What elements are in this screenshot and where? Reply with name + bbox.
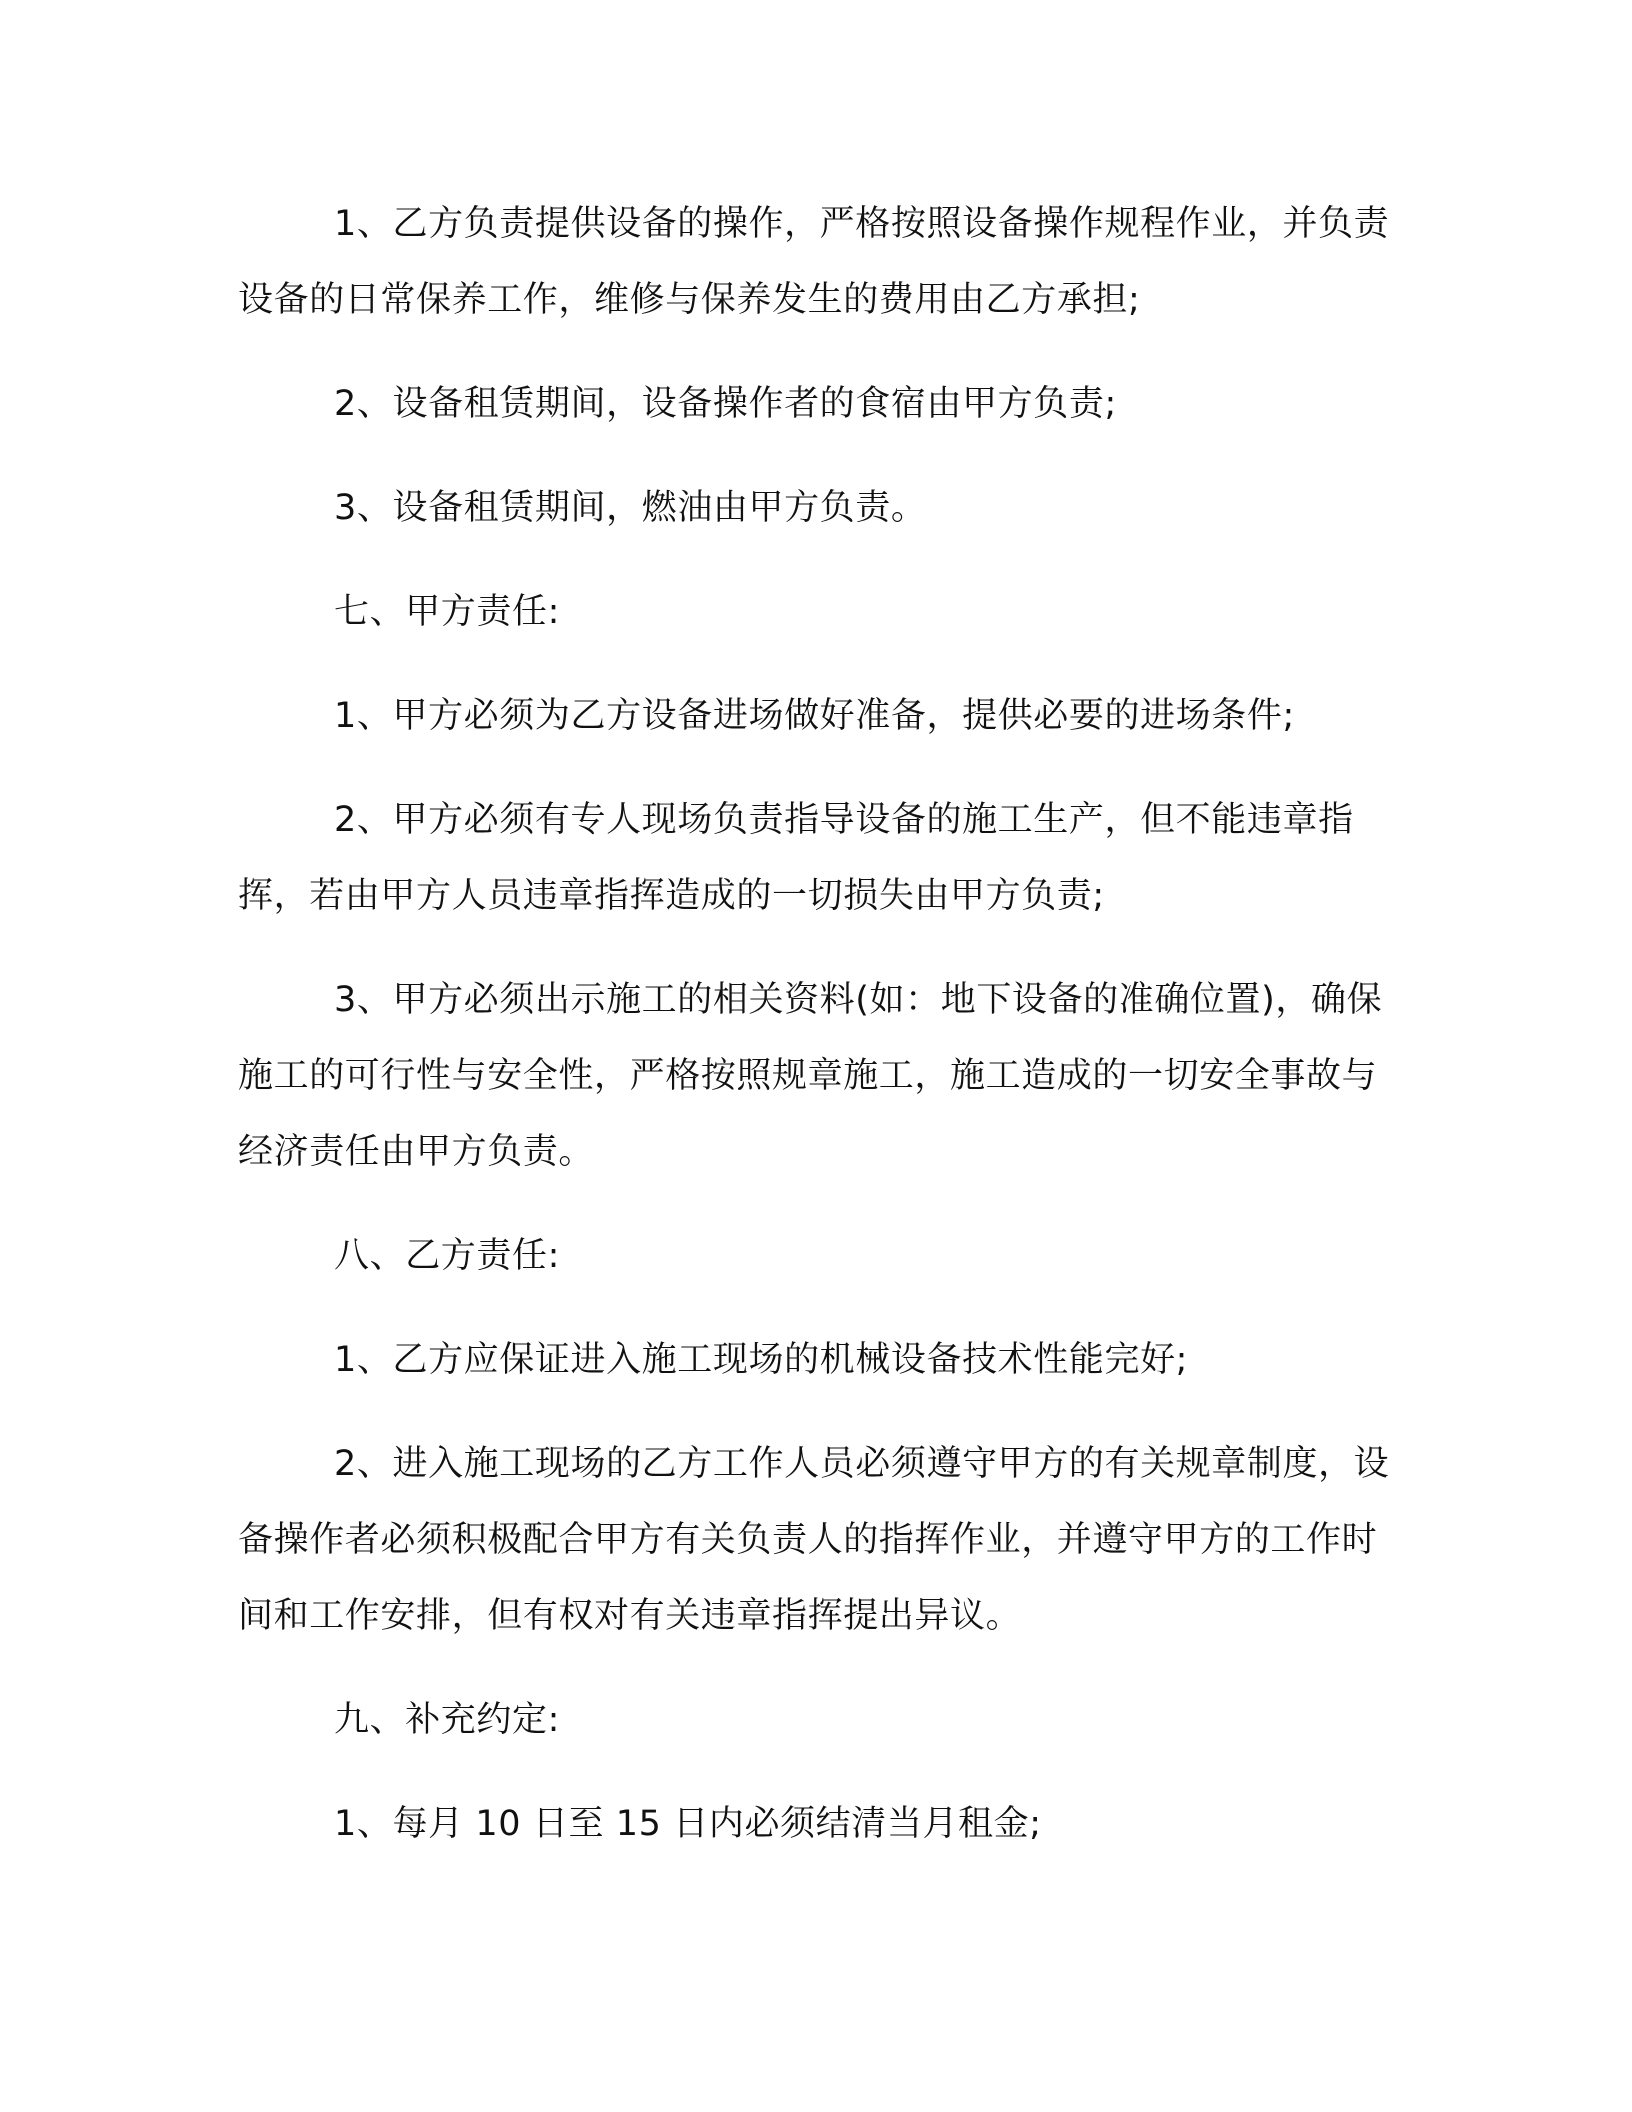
document-body bbox=[238, 186, 1398, 1862]
paragraph-b-responsibility-1: 1、乙方应保证进入施工现场的机械设备技术性能完好; bbox=[334, 1340, 1189, 1380]
section-heading-7: 七、甲方责任: bbox=[334, 592, 560, 632]
section-heading-9: 九、补充约定: bbox=[334, 1700, 560, 1740]
paragraph-a-3: 3、甲方必须出示施工的相关资料(如：地下设备的准确位置)，确保施工的可行性与安全性，严格按照规章施工，施工造成的一切安全事故与经济责任由甲方负责。 bbox=[238, 980, 1383, 1172]
paragraph-a-2: 2、甲方必须有专人现场负责指导设备的施工生产，但不能违章指挥，若由甲方人员违章指挥造成的一切损失由甲方负责; bbox=[238, 800, 1354, 916]
paragraph-b-1: 1、乙方负责提供设备的操作，严格按照设备操作规程作业，并负责设备的日常保养工作，维修与保养发生的费用由乙方承担; bbox=[238, 204, 1390, 320]
paragraph-b-2: 2、设备租赁期间，设备操作者的食宿由甲方负责; bbox=[334, 384, 1117, 424]
paragraph-supplement-1: 1、每月 10 日至 15 日内必须结清当月租金; bbox=[334, 1804, 1042, 1844]
paragraph-b-3: 3、设备租赁期间，燃油由甲方负责。 bbox=[334, 488, 927, 528]
paragraph-b-responsibility-2: 2、进入施工现场的乙方工作人员必须遵守甲方的有关规章制度，设备操作者必须积极配合甲方有关负责人的指挥作业，并遵守甲方的工作时间和工作安排，但有权对有关违章指挥提出异议。 bbox=[238, 1444, 1390, 1636]
section-heading-8: 八、乙方责任: bbox=[334, 1236, 560, 1276]
paragraph-a-1: 1、甲方必须为乙方设备进场做好准备，提供必要的进场条件; bbox=[334, 696, 1295, 736]
